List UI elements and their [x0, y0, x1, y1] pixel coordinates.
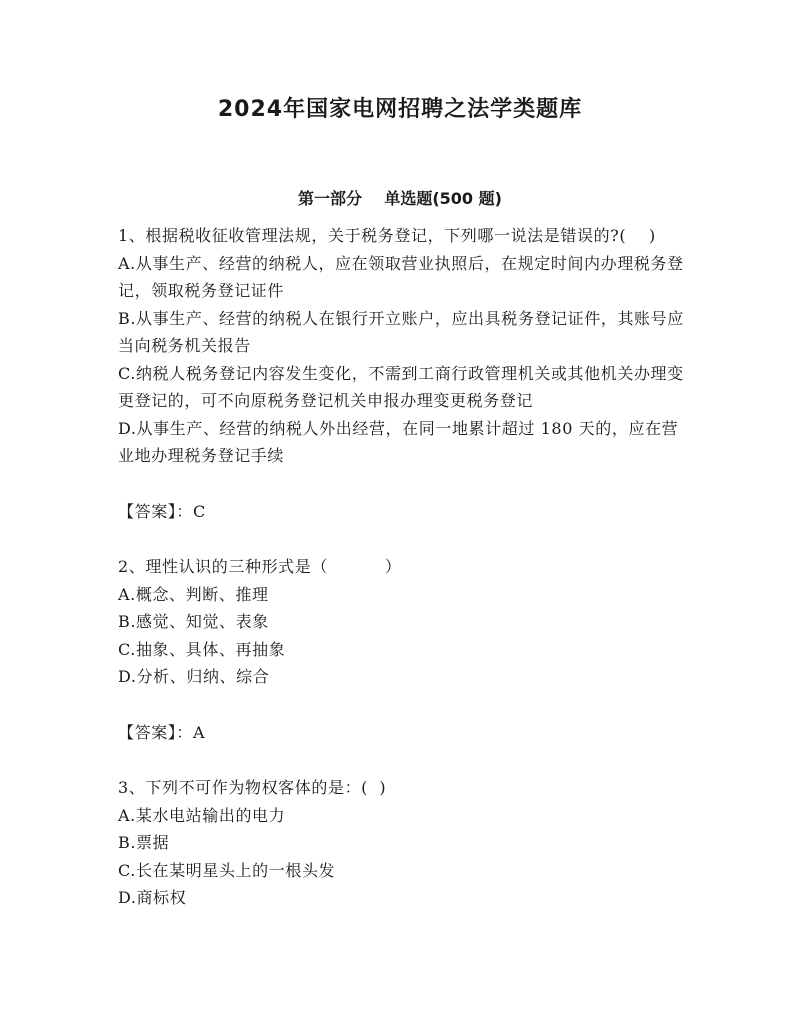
- option-c: C.长在某明星头上的一根头发: [118, 860, 336, 880]
- answer-line: [118, 498, 688, 526]
- option-a: A.从事生产、经营的纳税人，应在领取营业执照后，在规定时间内办理税务登记，领取税务登记证件: [118, 253, 684, 300]
- option-a: A.某水电站输出的电力: [118, 805, 286, 825]
- answer-label: 【答案】：: [118, 722, 194, 742]
- page-title: 2024年国家电网招聘之法学类题库: [217, 97, 583, 122]
- option-b: B.感觉、知觉、表象: [118, 612, 269, 631]
- question-stem: 1、根据税收征收管理法规，关于税务登记，下列哪一说法是错误的?( ): [118, 226, 656, 245]
- option-b: B.票据: [118, 833, 170, 852]
- answer-label: 【答案】：: [118, 501, 194, 521]
- answer-value: A: [193, 722, 206, 742]
- question-3: [118, 774, 688, 912]
- option-a: A.概念、判断、推理: [118, 584, 269, 604]
- option-b: B.从事生产、经营的纳税人在银行开立账户，应出具税务登记证件，其账号应当向税务机关报告: [118, 308, 684, 355]
- answer-line: [118, 719, 688, 747]
- question-list: [118, 222, 688, 912]
- question-2: [118, 553, 688, 746]
- option-c: C.抽象、具体、再抽象: [118, 639, 286, 659]
- answer-value: C: [193, 501, 206, 521]
- option-d: D.从事生产、经营的纳税人外出经营，在同一地累计超过 180 天的，应在营业地办理税务登记手续: [118, 418, 679, 465]
- option-c: C.纳税人税务登记内容发生变化，不需到工商行政管理机关或其他机关办理变更登记的，可不向原税务登记机关申报办理变更税务登记: [118, 363, 684, 410]
- option-d: D.分析、归纳、综合: [118, 667, 270, 686]
- question-stem: 2、理性认识的三种形式是（ ）: [118, 557, 402, 576]
- question-stem: 3、下列不可作为物权客体的是：( ): [118, 778, 387, 797]
- option-d: D.商标权: [118, 888, 187, 907]
- question-1: [118, 222, 688, 525]
- section-title: 第一部分 单选题(500 题): [298, 189, 502, 208]
